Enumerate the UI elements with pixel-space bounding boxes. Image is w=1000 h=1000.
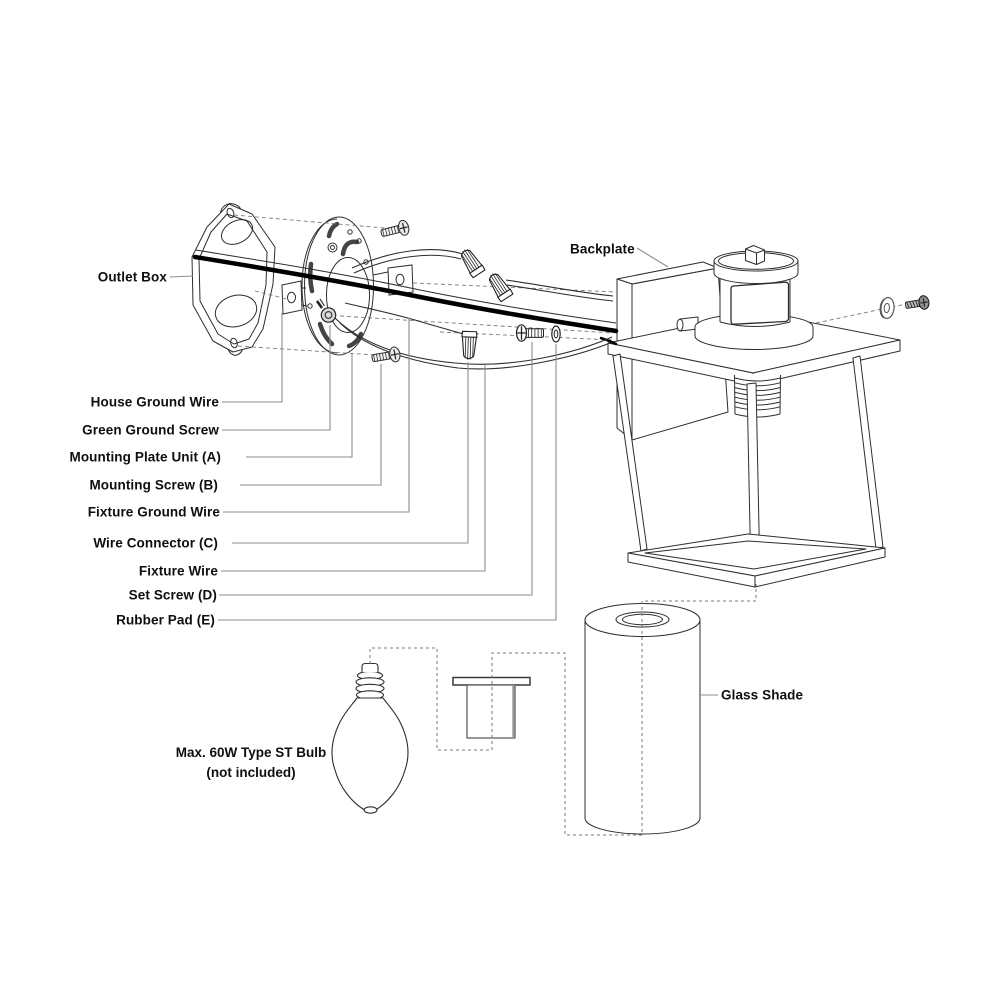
- label-mounting-screw: Mounting Screw (B): [89, 477, 218, 493]
- side-screw-drawing: [905, 295, 930, 312]
- outlet-box-drawing: [192, 204, 275, 356]
- label-fixture-wire: Fixture Wire: [138, 563, 218, 579]
- label-house-ground-wire: House Ground Wire: [90, 394, 219, 410]
- label-green-ground-screw: Green Ground Screw: [82, 422, 219, 438]
- label-mounting-plate-unit: Mounting Plate Unit (A): [69, 449, 221, 465]
- mounting-screw-top-drawing: [380, 219, 411, 240]
- label-bulb-note-line2: (not included): [206, 765, 296, 781]
- label-glass-shade: Glass Shade: [721, 687, 804, 703]
- rubber-pad-drawing: [552, 326, 560, 342]
- wire-connector-drawings: [457, 246, 513, 360]
- bulb-drawing: [332, 664, 408, 814]
- label-set-screw: Set Screw (D): [128, 587, 217, 603]
- label-outlet-box: Outlet Box: [97, 269, 167, 285]
- label-bulb-note: [140, 743, 362, 784]
- mounting-plate-drawing: [282, 217, 413, 355]
- label-backplate: Backplate: [570, 241, 635, 257]
- washer-drawing: [880, 297, 895, 319]
- label-rubber-pad: Rubber Pad (E): [116, 612, 215, 628]
- label-bulb-note-line1: Max. 60W Type ST Bulb: [175, 745, 327, 760]
- set-screw-drawing: [517, 325, 544, 341]
- label-wire-connector: Wire Connector (C): [93, 535, 218, 551]
- label-fixture-ground-wire: Fixture Ground Wire: [87, 504, 220, 520]
- socket-drawing: [734, 374, 781, 417]
